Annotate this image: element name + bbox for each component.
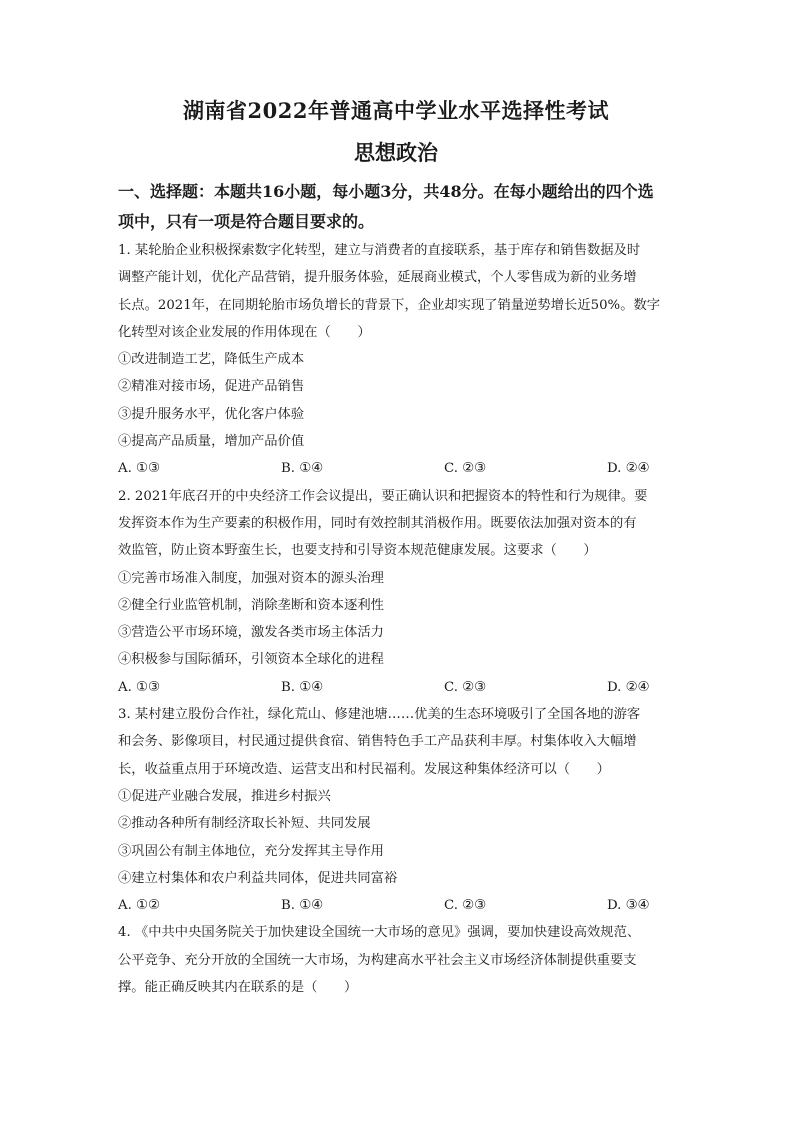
choice-a: A. ①③ [118,679,160,695]
stem-line: 和会务、影像项目，村民通过提供食宿、销售特色手工产品获利丰厚。村集体收入大幅增 [118,734,637,750]
answer-choices [118,455,674,482]
stem-line: 效监管，防止资本野蛮生长，也要支持和引导资本规范健康发展。这要求（ ） [118,543,597,559]
choice-c: C. ②③ [444,898,486,914]
statement-option: ①改进制造工艺，降低生产成本 [118,352,305,368]
statement-option: ②精准对接市场，促进产品销售 [118,379,305,395]
statement-option: ②健全行业监管机制，消除垄断和资本逐利性 [118,597,384,613]
stem-line: 1. 某轮胎企业积极探索数字化转型，建立与消费者的直接联系，基于库存和销售数据及时 [118,243,641,258]
answer-choices [118,674,674,701]
question-stem [118,919,674,1001]
question-1 [118,237,674,483]
statement-option: ③营造公平市场环境，激发各类市场主体活力 [118,625,384,641]
stem-line: 3. 某村建立股份合作社，绿化荒山、修建池塘……优美的生态环境吸引了全国各地的游客 [118,707,641,723]
choice-c: C. ②③ [444,461,486,477]
section-line: 项中，只有一项是符合题目要求的。 [118,212,375,231]
stem-line: 4. 《中共中央国务院关于加快建设全国统一大市场的意见》强调，要加快建设高效规范、 [118,925,641,941]
question-3 [118,701,674,919]
stem-line: 公平竞争、充分开放的全国统一大市场，为构建高水平社会主义市场经济体制提供重要支 [118,952,637,968]
question-2 [118,483,674,701]
statement-option: ③巩固公有制主体地位，充分发挥其主导作用 [118,843,384,859]
statement-option: ④建立村集体和农户利益共同体，促进共同富裕 [118,870,398,886]
choice-d: D. ②④ [607,679,650,695]
statement-option: ④提高产品质量，增加产品价值 [118,434,305,450]
choice-b: B. ①④ [281,898,324,914]
question-stem [118,701,674,783]
question-stem [118,483,674,565]
stem-line: 长，收益重点用于环境改造、运营支出和村民福利。发展这种集体经济可以（ ） [118,761,610,777]
section-instructions [118,177,674,237]
statement-option: ①促进产业融合发展，推进乡村振兴 [118,788,331,804]
subject-title: 思想政治 [354,140,438,165]
section-line: 一、选择题：本题共16小题，每小题3分，共48分。在每小题给出的四个选 [118,182,654,201]
question-4 [118,919,674,1001]
stem-line: 2. 2021年底召开的中央经济工作会议提出，要正确认识和把握资本的特性和行为规律。要 [118,488,648,504]
choice-d: D. ②④ [607,461,650,477]
choice-a: A. ①② [118,898,160,914]
choice-a: A. ①③ [118,461,160,477]
choice-c: C. ②③ [444,679,486,695]
statement-option: ①完善市场准入制度，加强对资本的源头治理 [118,570,384,586]
choice-b: B. ①④ [281,461,324,477]
choice-b: B. ①④ [281,679,324,695]
stem-line: 发挥资本作为生产要素的积极作用，同时有效控制其消极作用。既要依法加强对资本的有 [118,515,637,531]
statement-option: ④积极参与国际循环，引领资本全球化的进程 [118,652,384,668]
question-stem [118,237,674,346]
answer-choices [118,892,674,919]
choice-d: D. ③④ [607,898,650,914]
stem-line: 撑。能正确反映其内在联系的是（ ） [118,980,358,996]
stem-line: 调整产能计划，优化产品营销，提升服务体验，延展商业模式，个人零售成为新的业务增 [118,270,637,286]
exam-title: 湖南省2022年普通高中学业水平选择性考试 [183,98,609,123]
stem-line: 化转型对该企业发展的作用体现在（ ） [118,324,371,340]
statement-option: ③提升服务水平，优化客户体验 [118,406,305,422]
stem-line: 长点。2021年，在同期轮胎市场负增长的背景下，企业却实现了销量逆势增长近50%。数字 [118,297,661,313]
statement-option: ②推动各种所有制经济取长补短、共同发展 [118,816,371,832]
